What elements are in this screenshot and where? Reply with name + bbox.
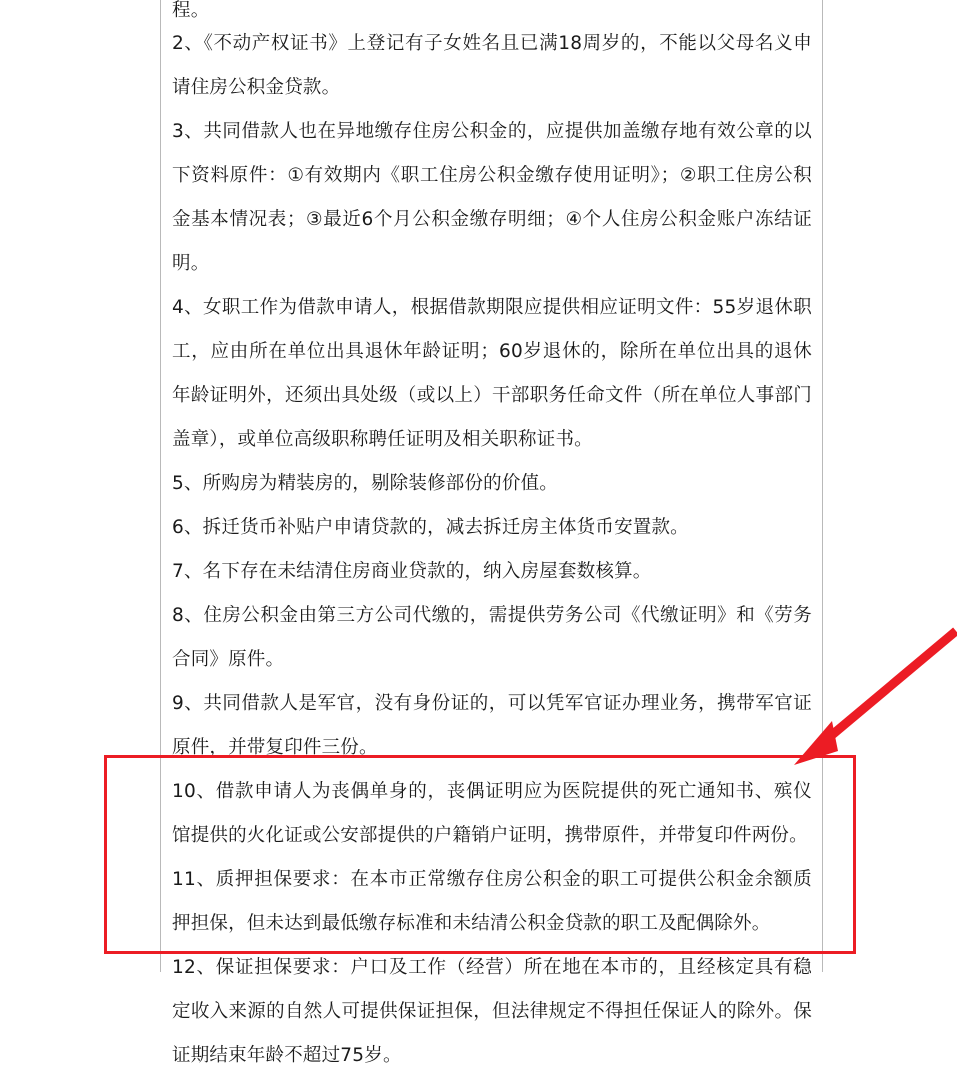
paragraph-item-12: 12、保证担保要求：户口及工作（经营）所在地在本市的，且经核定具有稳定收入来源的自然人可提供保证担保，但法律规定不得担任保证人的除外。保证期结束年龄不超过75岁。 <box>172 957 812 1066</box>
paragraph-item-11: 11、质押担保要求：在本市正常缴存住房公积金的职工可提供公积金余额质押担保，但未达到最低缴存标准和未结清公积金贷款的职工及配偶除外。 <box>172 869 812 934</box>
paragraph-item-10: 10、借款申请人为丧偶单身的，丧偶证明应为医院提供的死亡通知书、殡仪馆提供的火化证或公安部提供的户籍销户证明，携带原件，并带复印件两份。 <box>172 781 812 846</box>
paragraph-item-2: 2、《不动产权证书》上登记有子女姓名且已满18周岁的，不能以父母名义申请住房公积金贷款。 <box>172 33 812 98</box>
paragraph-item-3: 3、共同借款人也在异地缴存住房公积金的，应提供加盖缴存地有效公章的以下资料原件：①有效期内《职工住房公积金缴存使用证明》；②职工住房公积金基本情况表；③最近6个月公积金缴存明细；④个人住房公积金账户冻结证明。 <box>172 121 812 274</box>
paragraph-item-8: 8、住房公积金由第三方公司代缴的，需提供劳务公司《代缴证明》和《劳务合同》原件。 <box>172 605 812 670</box>
page-right-margin-rule <box>822 0 823 972</box>
paragraph-item-6: 6、拆迁货币补贴户申请贷款的，减去拆迁房主体货币安置款。 <box>172 517 689 538</box>
red-arrow-annotation-icon <box>780 625 957 770</box>
paragraph-item-5: 5、所购房为精装房的，剔除装修部份的价值。 <box>172 473 558 494</box>
paragraph-continuation: 程。 <box>172 0 210 21</box>
paragraph-item-9: 9、共同借款人是军官，没有身份证的，可以凭军官证办理业务，携带军官证原件，并带复印件三份。 <box>172 693 812 758</box>
paragraph-item-7: 7、名下存在未结清住房商业贷款的，纳入房屋套数核算。 <box>172 561 652 582</box>
paragraph-item-4: 4、女职工作为借款申请人，根据借款期限应提供相应证明文件：55岁退休职工，应由所在单位出具退休年龄证明；60岁退休的，除所在单位出具的退休年龄证明外，还须出具处级（或以上）干部职务任命文件（所在单位人事部门盖章），或单位高级职称聘任证明及相关职称证书。 <box>172 297 812 450</box>
document-text-body <box>160 0 822 1078</box>
